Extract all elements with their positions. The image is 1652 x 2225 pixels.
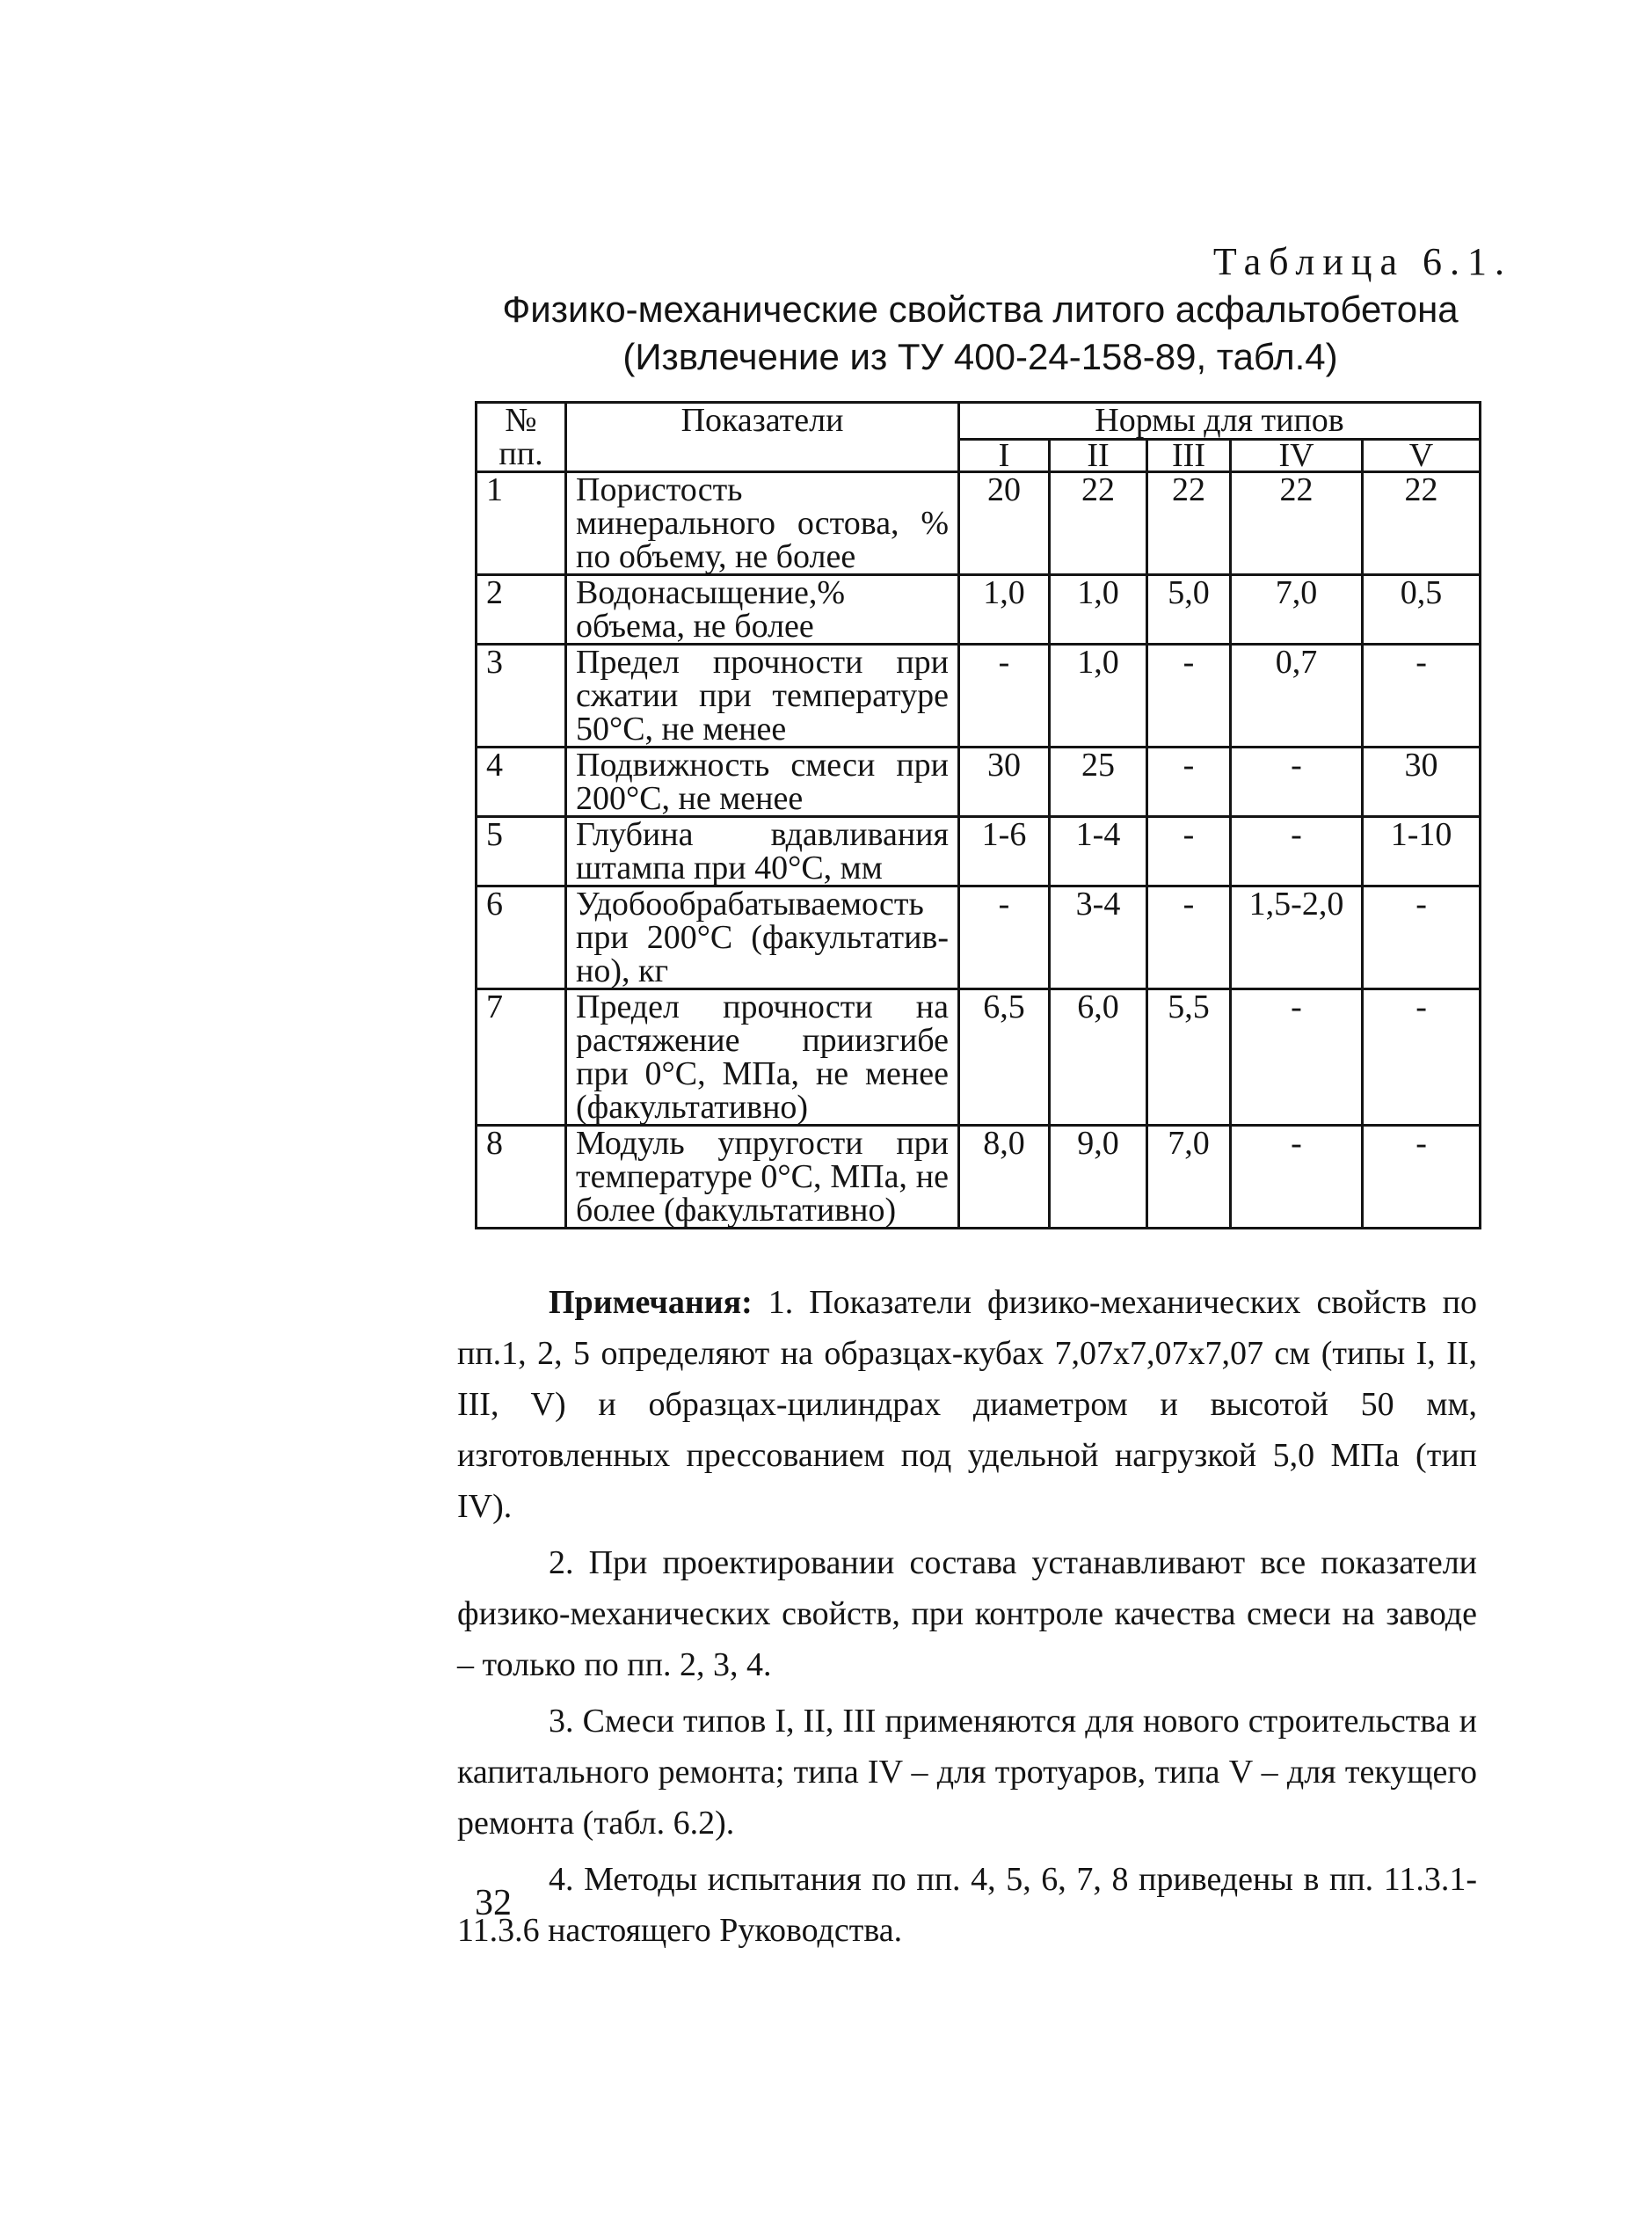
header-norms: Нормы для типов [959, 403, 1481, 440]
row-indicator: Водонасыщение,% объема, не более [566, 575, 959, 645]
table-row [477, 575, 1481, 645]
notes-label: Примечания: [549, 1284, 753, 1321]
row-value-type-1: 6,5 [959, 989, 1050, 1126]
row-value-type-3: 5,5 [1147, 989, 1231, 1126]
row-number: 3 [477, 645, 566, 748]
note-2: 2. При проектировании состава устанавливают все показатели физико-механических свойств, при контроле качества смеси на заводе – только по пп. 2, 3, 4. [457, 1544, 1477, 1683]
note-1-text: 1. Показатели физико-механических свойств по пп.1, 2, 5 определяют на образцах-кубах 7,07х7,07х7,07 см (типы I, II, III, V) и образцах-цилиндрах диаметром и высотой 50 мм, изготовленных прессованием под удельной нагрузкой 5,0 МПа (тип IV). [457, 1284, 1478, 1525]
table-row [477, 886, 1481, 989]
row-value-type-2: 1,0 [1050, 575, 1147, 645]
row-number: 6 [477, 886, 566, 989]
row-value-type-5: 30 [1363, 748, 1481, 817]
row-indicator: Модуль упругости при температуре 0°С, МПа, не более (факультативно) [566, 1126, 959, 1229]
row-value-type-1: 1-6 [959, 817, 1050, 886]
row-value-type-1: 8,0 [959, 1126, 1050, 1229]
row-value-type-5: 1-10 [1363, 817, 1481, 886]
row-value-type-1: 1,0 [959, 575, 1050, 645]
row-value-type-3: - [1147, 645, 1231, 748]
row-value-type-1: 20 [959, 472, 1050, 575]
row-value-type-3: - [1147, 817, 1231, 886]
page-number: 32 [475, 1883, 512, 1923]
table-row [477, 1126, 1481, 1229]
note-1 [457, 1277, 1477, 1532]
row-number: 8 [477, 1126, 566, 1229]
row-value-type-2: 9,0 [1050, 1126, 1147, 1229]
row-number: 7 [477, 989, 566, 1126]
row-indicator: Подвижность смеси при 200°С, не менее [566, 748, 959, 817]
row-value-type-3: 22 [1147, 472, 1231, 575]
table-row [477, 989, 1481, 1126]
row-value-type-3: 7,0 [1147, 1126, 1231, 1229]
row-value-type-4: - [1231, 748, 1363, 817]
row-value-type-2: 25 [1050, 748, 1147, 817]
row-number: 4 [477, 748, 566, 817]
row-value-type-4: - [1231, 989, 1363, 1126]
header-num: № пп. [477, 403, 566, 472]
row-value-type-2: 6,0 [1050, 989, 1147, 1126]
row-indicator: Удобообрабатываемость при 200°С (факультатив-но), кг [566, 886, 959, 989]
table-row [477, 645, 1481, 748]
row-value-type-1: - [959, 886, 1050, 989]
header-type-4: IV [1231, 439, 1363, 471]
row-value-type-5: - [1363, 1126, 1481, 1229]
table-subtitle: (Извлечение из ТУ 400-24-158-89, табл.4) [622, 336, 1338, 377]
table-title: Физико-механические свойства литого асфальтобетона [502, 288, 1459, 330]
row-indicator: Глубина вдавливания штампа при 40°С, мм [566, 817, 959, 886]
header-type-3: III [1147, 439, 1231, 471]
row-value-type-4: 22 [1231, 472, 1363, 575]
row-value-type-4: 0,7 [1231, 645, 1363, 748]
header-type-2: II [1050, 439, 1147, 471]
notes-section [457, 1277, 1477, 1961]
row-value-type-2: 3-4 [1050, 886, 1147, 989]
row-value-type-1: - [959, 645, 1050, 748]
header-indicator: Показатели [566, 403, 959, 472]
row-value-type-5: - [1363, 989, 1481, 1126]
row-value-type-5: 22 [1363, 472, 1481, 575]
properties-table [475, 401, 1481, 1229]
note-4: 4. Методы испытания по пп. 4, 5, 6, 7, 8 приведены в пп. 11.3.1-11.3.6 настоящего Руководства. [457, 1861, 1477, 1949]
row-indicator: Предел прочности на растяжение приизгибе при 0°С, МПа, не менее (факультативно) [566, 989, 959, 1126]
row-value-type-3: 5,0 [1147, 575, 1231, 645]
row-number: 2 [477, 575, 566, 645]
row-value-type-2: 22 [1050, 472, 1147, 575]
table-row [477, 817, 1481, 886]
row-value-type-3: - [1147, 748, 1231, 817]
row-value-type-3: - [1147, 886, 1231, 989]
table-row [477, 472, 1481, 575]
header-type-5: V [1363, 439, 1481, 471]
row-number: 5 [477, 817, 566, 886]
row-value-type-5: - [1363, 645, 1481, 748]
row-value-type-2: 1,0 [1050, 645, 1147, 748]
note-3: 3. Смеси типов I, II, III применяются для нового строительства и капитального ремонта; типа IV – для тротуаров, типа V – для текущего ремонта (табл. 6.2). [457, 1703, 1477, 1842]
row-value-type-5: - [1363, 886, 1481, 989]
row-indicator: Предел прочности при сжатии при температуре 50°С, не менее [566, 645, 959, 748]
header-type-1: I [959, 439, 1050, 471]
row-indicator: Пористость минерального остова, % по объему, не более [566, 472, 959, 575]
row-value-type-4: 7,0 [1231, 575, 1363, 645]
row-value-type-4: 1,5-2,0 [1231, 886, 1363, 989]
table-number: Таблица 6.1. [1212, 240, 1512, 283]
row-value-type-2: 1-4 [1050, 817, 1147, 886]
row-value-type-1: 30 [959, 748, 1050, 817]
row-value-type-5: 0,5 [1363, 575, 1481, 645]
row-number: 1 [477, 472, 566, 575]
table-row [477, 748, 1481, 817]
row-value-type-4: - [1231, 1126, 1363, 1229]
row-value-type-4: - [1231, 817, 1363, 886]
